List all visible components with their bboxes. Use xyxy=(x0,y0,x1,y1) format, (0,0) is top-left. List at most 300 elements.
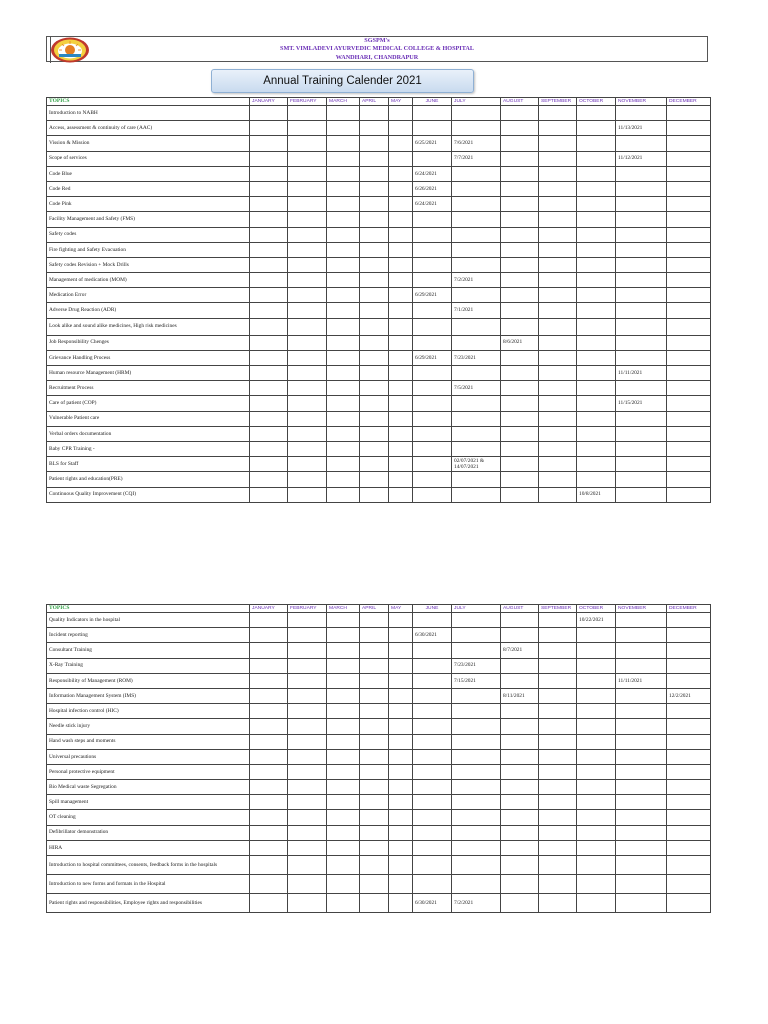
schedule-date-cell xyxy=(288,472,327,487)
schedule-date-cell xyxy=(389,106,413,121)
schedule-date-cell xyxy=(452,411,501,426)
schedule-date-cell xyxy=(389,643,413,658)
schedule-date-cell xyxy=(327,242,360,257)
column-header-month: NOVEMBER xyxy=(616,98,667,106)
schedule-date-cell xyxy=(327,764,360,779)
topic-cell: Code Blue xyxy=(47,166,250,181)
table-row xyxy=(47,121,711,136)
schedule-date-cell xyxy=(389,227,413,242)
schedule-date-cell xyxy=(577,288,616,303)
schedule-date-cell xyxy=(667,734,711,749)
schedule-date-cell xyxy=(250,212,288,227)
schedule-date-cell xyxy=(539,227,577,242)
topic-cell: Hospital infection control (HIC) xyxy=(47,704,250,719)
schedule-date-cell xyxy=(413,613,452,628)
schedule-date-cell xyxy=(539,381,577,396)
schedule-date-cell xyxy=(250,719,288,734)
schedule-date-cell xyxy=(250,658,288,673)
header-line-college: SMT. VIMLADEVI AYURVEDIC MEDICAL COLLEGE & HOSPITAL xyxy=(280,45,474,53)
schedule-date-cell xyxy=(250,795,288,810)
table-row xyxy=(47,704,711,719)
schedule-date-cell xyxy=(667,396,711,411)
schedule-date-cell xyxy=(616,472,667,487)
schedule-date-cell xyxy=(288,426,327,441)
topic-cell: Baby CPR Training - xyxy=(47,441,250,456)
schedule-date-cell xyxy=(288,487,327,502)
schedule-date-cell xyxy=(250,227,288,242)
schedule-date-cell xyxy=(539,426,577,441)
schedule-date-cell xyxy=(250,487,288,502)
topic-cell: OT cleaning xyxy=(47,810,250,825)
topic-cell: Universal precautions xyxy=(47,749,250,764)
schedule-date-cell xyxy=(501,411,539,426)
schedule-date-cell xyxy=(327,227,360,242)
schedule-date-cell xyxy=(389,472,413,487)
table-row xyxy=(47,151,711,166)
topic-cell: Continuous Quality Improvement (CQI) xyxy=(47,487,250,502)
schedule-date-cell xyxy=(250,734,288,749)
schedule-date-cell xyxy=(501,257,539,272)
schedule-date-cell xyxy=(616,658,667,673)
schedule-date-cell xyxy=(288,673,327,688)
schedule-date-cell xyxy=(452,856,501,875)
schedule-date-cell xyxy=(539,795,577,810)
column-header-month: OCTOBER xyxy=(577,98,616,106)
schedule-date-cell xyxy=(360,673,389,688)
schedule-date-cell xyxy=(288,381,327,396)
table-row xyxy=(47,719,711,734)
column-header-month: MARCH xyxy=(327,605,360,613)
topic-cell: Personal protective equipment xyxy=(47,764,250,779)
schedule-date-cell xyxy=(577,457,616,472)
schedule-date-cell xyxy=(667,875,711,894)
schedule-date-cell xyxy=(616,350,667,365)
schedule-date-cell xyxy=(667,212,711,227)
schedule-date-cell xyxy=(667,795,711,810)
topic-cell: Introduction to NABH xyxy=(47,106,250,121)
schedule-date-cell xyxy=(327,166,360,181)
schedule-date-cell xyxy=(577,151,616,166)
schedule-date-cell xyxy=(250,366,288,381)
schedule-date-cell xyxy=(667,273,711,288)
schedule-date-cell xyxy=(327,875,360,894)
schedule-date-cell xyxy=(288,704,327,719)
schedule-date-cell xyxy=(250,688,288,703)
schedule-date-cell xyxy=(360,825,389,840)
schedule-date-cell xyxy=(413,396,452,411)
schedule-date-cell xyxy=(539,734,577,749)
topic-cell: Patient rights and education(PRE) xyxy=(47,472,250,487)
schedule-date-cell xyxy=(577,628,616,643)
schedule-date-cell xyxy=(667,457,711,472)
topic-cell: Bio Medical waste Segregation xyxy=(47,780,250,795)
table-row xyxy=(47,487,711,502)
schedule-date-cell xyxy=(501,441,539,456)
schedule-date-cell xyxy=(250,457,288,472)
schedule-date-cell: 6/24/2021 xyxy=(413,197,452,212)
schedule-date-cell xyxy=(389,734,413,749)
schedule-date-cell xyxy=(577,181,616,196)
schedule-date-cell xyxy=(577,411,616,426)
training-table-2 xyxy=(46,604,711,913)
schedule-date-cell xyxy=(501,894,539,913)
schedule-date-cell xyxy=(452,426,501,441)
schedule-date-cell: 8/6/2021 xyxy=(501,335,539,350)
schedule-date-cell xyxy=(360,426,389,441)
schedule-date-cell xyxy=(250,197,288,212)
schedule-date-cell xyxy=(616,810,667,825)
schedule-date-cell xyxy=(413,856,452,875)
schedule-date-cell xyxy=(616,628,667,643)
schedule-date-cell xyxy=(413,643,452,658)
table-row xyxy=(47,381,711,396)
page-title: Annual Training Calender 2021 xyxy=(211,69,474,93)
schedule-date-cell xyxy=(250,411,288,426)
schedule-date-cell xyxy=(452,875,501,894)
schedule-date-cell xyxy=(452,840,501,855)
schedule-date-cell xyxy=(360,894,389,913)
schedule-date-cell xyxy=(501,704,539,719)
column-header-month: AUGUST xyxy=(501,98,539,106)
schedule-date-cell xyxy=(360,810,389,825)
table-row xyxy=(47,764,711,779)
schedule-date-cell xyxy=(667,136,711,151)
schedule-date-cell xyxy=(360,166,389,181)
table-row xyxy=(47,366,711,381)
schedule-date-cell xyxy=(360,273,389,288)
schedule-date-cell xyxy=(389,288,413,303)
schedule-date-cell xyxy=(452,242,501,257)
schedule-date-cell: 6/24/2021 xyxy=(413,166,452,181)
schedule-date-cell xyxy=(577,318,616,335)
schedule-date-cell xyxy=(288,628,327,643)
table-row xyxy=(47,795,711,810)
schedule-date-cell xyxy=(667,780,711,795)
schedule-date-cell xyxy=(667,810,711,825)
schedule-date-cell xyxy=(288,350,327,365)
schedule-date-cell xyxy=(577,335,616,350)
schedule-date-cell xyxy=(250,426,288,441)
schedule-date-cell xyxy=(667,106,711,121)
schedule-date-cell xyxy=(327,658,360,673)
schedule-date-cell xyxy=(413,411,452,426)
table-row xyxy=(47,197,711,212)
schedule-date-cell xyxy=(501,212,539,227)
schedule-date-cell xyxy=(452,121,501,136)
topic-cell: Facility Management and Safety (FMS) xyxy=(47,212,250,227)
schedule-date-cell xyxy=(327,856,360,875)
table-row xyxy=(47,856,711,875)
schedule-date-cell xyxy=(389,411,413,426)
schedule-date-cell xyxy=(389,350,413,365)
schedule-date-cell xyxy=(327,136,360,151)
schedule-date-cell xyxy=(288,166,327,181)
schedule-date-cell xyxy=(667,749,711,764)
schedule-date-cell xyxy=(616,212,667,227)
schedule-date-cell xyxy=(327,894,360,913)
schedule-date-cell: 02/07/2021 & 14/07/2021 xyxy=(452,457,501,472)
schedule-date-cell xyxy=(389,780,413,795)
column-header-month: JANUARY xyxy=(250,605,288,613)
schedule-date-cell xyxy=(577,894,616,913)
schedule-date-cell xyxy=(250,166,288,181)
schedule-date-cell xyxy=(413,487,452,502)
schedule-date-cell xyxy=(577,166,616,181)
schedule-date-cell xyxy=(577,350,616,365)
schedule-date-cell xyxy=(667,121,711,136)
table-row xyxy=(47,875,711,894)
schedule-date-cell xyxy=(501,366,539,381)
schedule-date-cell xyxy=(288,366,327,381)
schedule-date-cell xyxy=(577,875,616,894)
schedule-date-cell xyxy=(501,242,539,257)
schedule-date-cell: 6/30/2021 xyxy=(413,628,452,643)
schedule-date-cell xyxy=(539,688,577,703)
schedule-date-cell xyxy=(360,457,389,472)
topic-cell: Needle stick injury xyxy=(47,719,250,734)
schedule-date-cell xyxy=(288,643,327,658)
schedule-date-cell xyxy=(539,810,577,825)
schedule-date-cell xyxy=(539,894,577,913)
header-line-location: WANDHARI, CHANDRAPUR xyxy=(335,53,419,61)
schedule-date-cell xyxy=(616,795,667,810)
schedule-date-cell xyxy=(360,411,389,426)
schedule-date-cell xyxy=(577,643,616,658)
schedule-date-cell xyxy=(501,628,539,643)
schedule-date-cell xyxy=(667,613,711,628)
schedule-date-cell xyxy=(577,227,616,242)
schedule-date-cell xyxy=(288,764,327,779)
schedule-date-cell xyxy=(577,780,616,795)
schedule-date-cell: 7/23/2021 xyxy=(452,350,501,365)
schedule-date-cell xyxy=(501,381,539,396)
schedule-date-cell xyxy=(501,875,539,894)
schedule-date-cell xyxy=(389,673,413,688)
table-row xyxy=(47,212,711,227)
schedule-date-cell xyxy=(413,335,452,350)
schedule-date-cell xyxy=(327,106,360,121)
schedule-date-cell xyxy=(360,734,389,749)
schedule-date-cell xyxy=(667,472,711,487)
schedule-date-cell xyxy=(389,197,413,212)
schedule-date-cell xyxy=(288,825,327,840)
schedule-date-cell xyxy=(327,318,360,335)
schedule-date-cell: 7/2/2021 xyxy=(452,894,501,913)
schedule-date-cell xyxy=(501,181,539,196)
table-row xyxy=(47,749,711,764)
schedule-date-cell xyxy=(327,121,360,136)
schedule-date-cell xyxy=(501,121,539,136)
schedule-date-cell xyxy=(667,350,711,365)
schedule-date-cell xyxy=(501,487,539,502)
schedule-date-cell xyxy=(539,166,577,181)
schedule-date-cell xyxy=(288,411,327,426)
schedule-date-cell xyxy=(327,181,360,196)
schedule-date-cell xyxy=(413,366,452,381)
schedule-date-cell xyxy=(360,257,389,272)
schedule-date-cell xyxy=(327,381,360,396)
schedule-date-cell xyxy=(577,749,616,764)
schedule-date-cell xyxy=(413,825,452,840)
schedule-date-cell xyxy=(452,366,501,381)
table-row xyxy=(47,396,711,411)
schedule-date-cell xyxy=(360,106,389,121)
schedule-date-cell xyxy=(539,673,577,688)
schedule-date-cell xyxy=(539,242,577,257)
schedule-date-cell xyxy=(616,318,667,335)
schedule-date-cell xyxy=(577,426,616,441)
schedule-date-cell xyxy=(288,121,327,136)
schedule-date-cell: 10/8/2021 xyxy=(577,487,616,502)
schedule-date-cell xyxy=(501,673,539,688)
schedule-date-cell xyxy=(501,764,539,779)
schedule-date-cell xyxy=(360,628,389,643)
table-row xyxy=(47,335,711,350)
schedule-date-cell xyxy=(389,628,413,643)
schedule-date-cell xyxy=(288,396,327,411)
schedule-date-cell xyxy=(250,335,288,350)
schedule-date-cell xyxy=(667,242,711,257)
schedule-date-cell xyxy=(667,318,711,335)
schedule-date-cell xyxy=(616,426,667,441)
topic-cell: Job Responsibility Chenges xyxy=(47,335,250,350)
schedule-date-cell: 7/2/2021 xyxy=(452,273,501,288)
column-header-month: JULY xyxy=(452,605,501,613)
schedule-date-cell xyxy=(501,780,539,795)
schedule-date-cell xyxy=(616,381,667,396)
schedule-date-cell xyxy=(577,303,616,318)
schedule-date-cell xyxy=(539,257,577,272)
schedule-date-cell xyxy=(360,719,389,734)
topic-cell: Safety codes xyxy=(47,227,250,242)
schedule-date-cell xyxy=(577,242,616,257)
schedule-date-cell xyxy=(452,441,501,456)
schedule-date-cell xyxy=(539,288,577,303)
column-header-month: APRIL xyxy=(360,98,389,106)
schedule-date-cell xyxy=(413,441,452,456)
schedule-date-cell xyxy=(452,166,501,181)
schedule-date-cell xyxy=(616,441,667,456)
schedule-date-cell xyxy=(501,825,539,840)
schedule-date-cell xyxy=(250,825,288,840)
table-row xyxy=(47,273,711,288)
table-row xyxy=(47,613,711,628)
schedule-date-cell xyxy=(360,472,389,487)
schedule-date-cell xyxy=(452,810,501,825)
schedule-date-cell xyxy=(667,441,711,456)
schedule-date-cell xyxy=(501,166,539,181)
schedule-date-cell xyxy=(616,136,667,151)
schedule-date-cell xyxy=(250,288,288,303)
schedule-date-cell xyxy=(360,875,389,894)
table-row xyxy=(47,688,711,703)
schedule-date-cell xyxy=(389,181,413,196)
schedule-date-cell: 10/22/2021 xyxy=(577,613,616,628)
schedule-date-cell xyxy=(667,764,711,779)
schedule-date-cell xyxy=(616,457,667,472)
schedule-date-cell xyxy=(577,106,616,121)
table-row xyxy=(47,227,711,242)
schedule-date-cell xyxy=(452,318,501,335)
schedule-date-cell xyxy=(360,688,389,703)
topic-cell: Hand wash steps and moments xyxy=(47,734,250,749)
topic-cell: Recruitment Process xyxy=(47,381,250,396)
schedule-date-cell xyxy=(360,181,389,196)
schedule-date-cell xyxy=(360,335,389,350)
column-header-month: DECEMBER xyxy=(667,98,711,106)
schedule-date-cell xyxy=(389,613,413,628)
column-header-month: AUGUST xyxy=(501,605,539,613)
schedule-date-cell xyxy=(577,441,616,456)
schedule-date-cell: 6/25/2021 xyxy=(413,136,452,151)
column-header-month: JULY xyxy=(452,98,501,106)
topic-cell: Care of patient (COP) xyxy=(47,396,250,411)
schedule-date-cell xyxy=(616,106,667,121)
schedule-date-cell xyxy=(327,212,360,227)
schedule-date-cell xyxy=(389,875,413,894)
table-row xyxy=(47,628,711,643)
schedule-date-cell xyxy=(288,335,327,350)
schedule-date-cell xyxy=(501,288,539,303)
schedule-date-cell xyxy=(389,658,413,673)
schedule-date-cell xyxy=(616,643,667,658)
schedule-date-cell xyxy=(413,227,452,242)
schedule-date-cell xyxy=(667,426,711,441)
schedule-date-cell xyxy=(501,734,539,749)
schedule-date-cell xyxy=(577,121,616,136)
schedule-date-cell xyxy=(250,257,288,272)
schedule-date-cell xyxy=(577,688,616,703)
schedule-date-cell xyxy=(667,840,711,855)
schedule-date-cell xyxy=(413,734,452,749)
schedule-date-cell xyxy=(327,350,360,365)
schedule-date-cell xyxy=(501,457,539,472)
schedule-date-cell xyxy=(250,396,288,411)
table-row xyxy=(47,441,711,456)
schedule-date-cell xyxy=(327,795,360,810)
schedule-date-cell xyxy=(452,780,501,795)
college-header xyxy=(46,36,708,62)
schedule-date-cell xyxy=(667,894,711,913)
schedule-date-cell xyxy=(327,719,360,734)
schedule-date-cell xyxy=(452,335,501,350)
schedule-date-cell: 11/11/2021 xyxy=(616,673,667,688)
schedule-date-cell xyxy=(288,795,327,810)
schedule-date-cell xyxy=(360,303,389,318)
schedule-date-cell xyxy=(327,810,360,825)
topic-cell: Verbal orders documentation xyxy=(47,426,250,441)
schedule-date-cell xyxy=(327,628,360,643)
schedule-date-cell xyxy=(413,303,452,318)
schedule-date-cell xyxy=(577,658,616,673)
schedule-date-cell xyxy=(413,719,452,734)
schedule-date-cell xyxy=(667,411,711,426)
table-row xyxy=(47,303,711,318)
schedule-date-cell xyxy=(539,318,577,335)
schedule-date-cell xyxy=(539,151,577,166)
schedule-date-cell xyxy=(413,472,452,487)
schedule-date-cell xyxy=(360,350,389,365)
topic-cell: BLS for Staff xyxy=(47,457,250,472)
schedule-date-cell xyxy=(616,894,667,913)
schedule-date-cell xyxy=(327,780,360,795)
schedule-date-cell xyxy=(539,719,577,734)
schedule-date-cell xyxy=(667,825,711,840)
schedule-date-cell xyxy=(616,335,667,350)
schedule-date-cell xyxy=(360,381,389,396)
schedule-date-cell xyxy=(389,810,413,825)
schedule-date-cell xyxy=(501,426,539,441)
